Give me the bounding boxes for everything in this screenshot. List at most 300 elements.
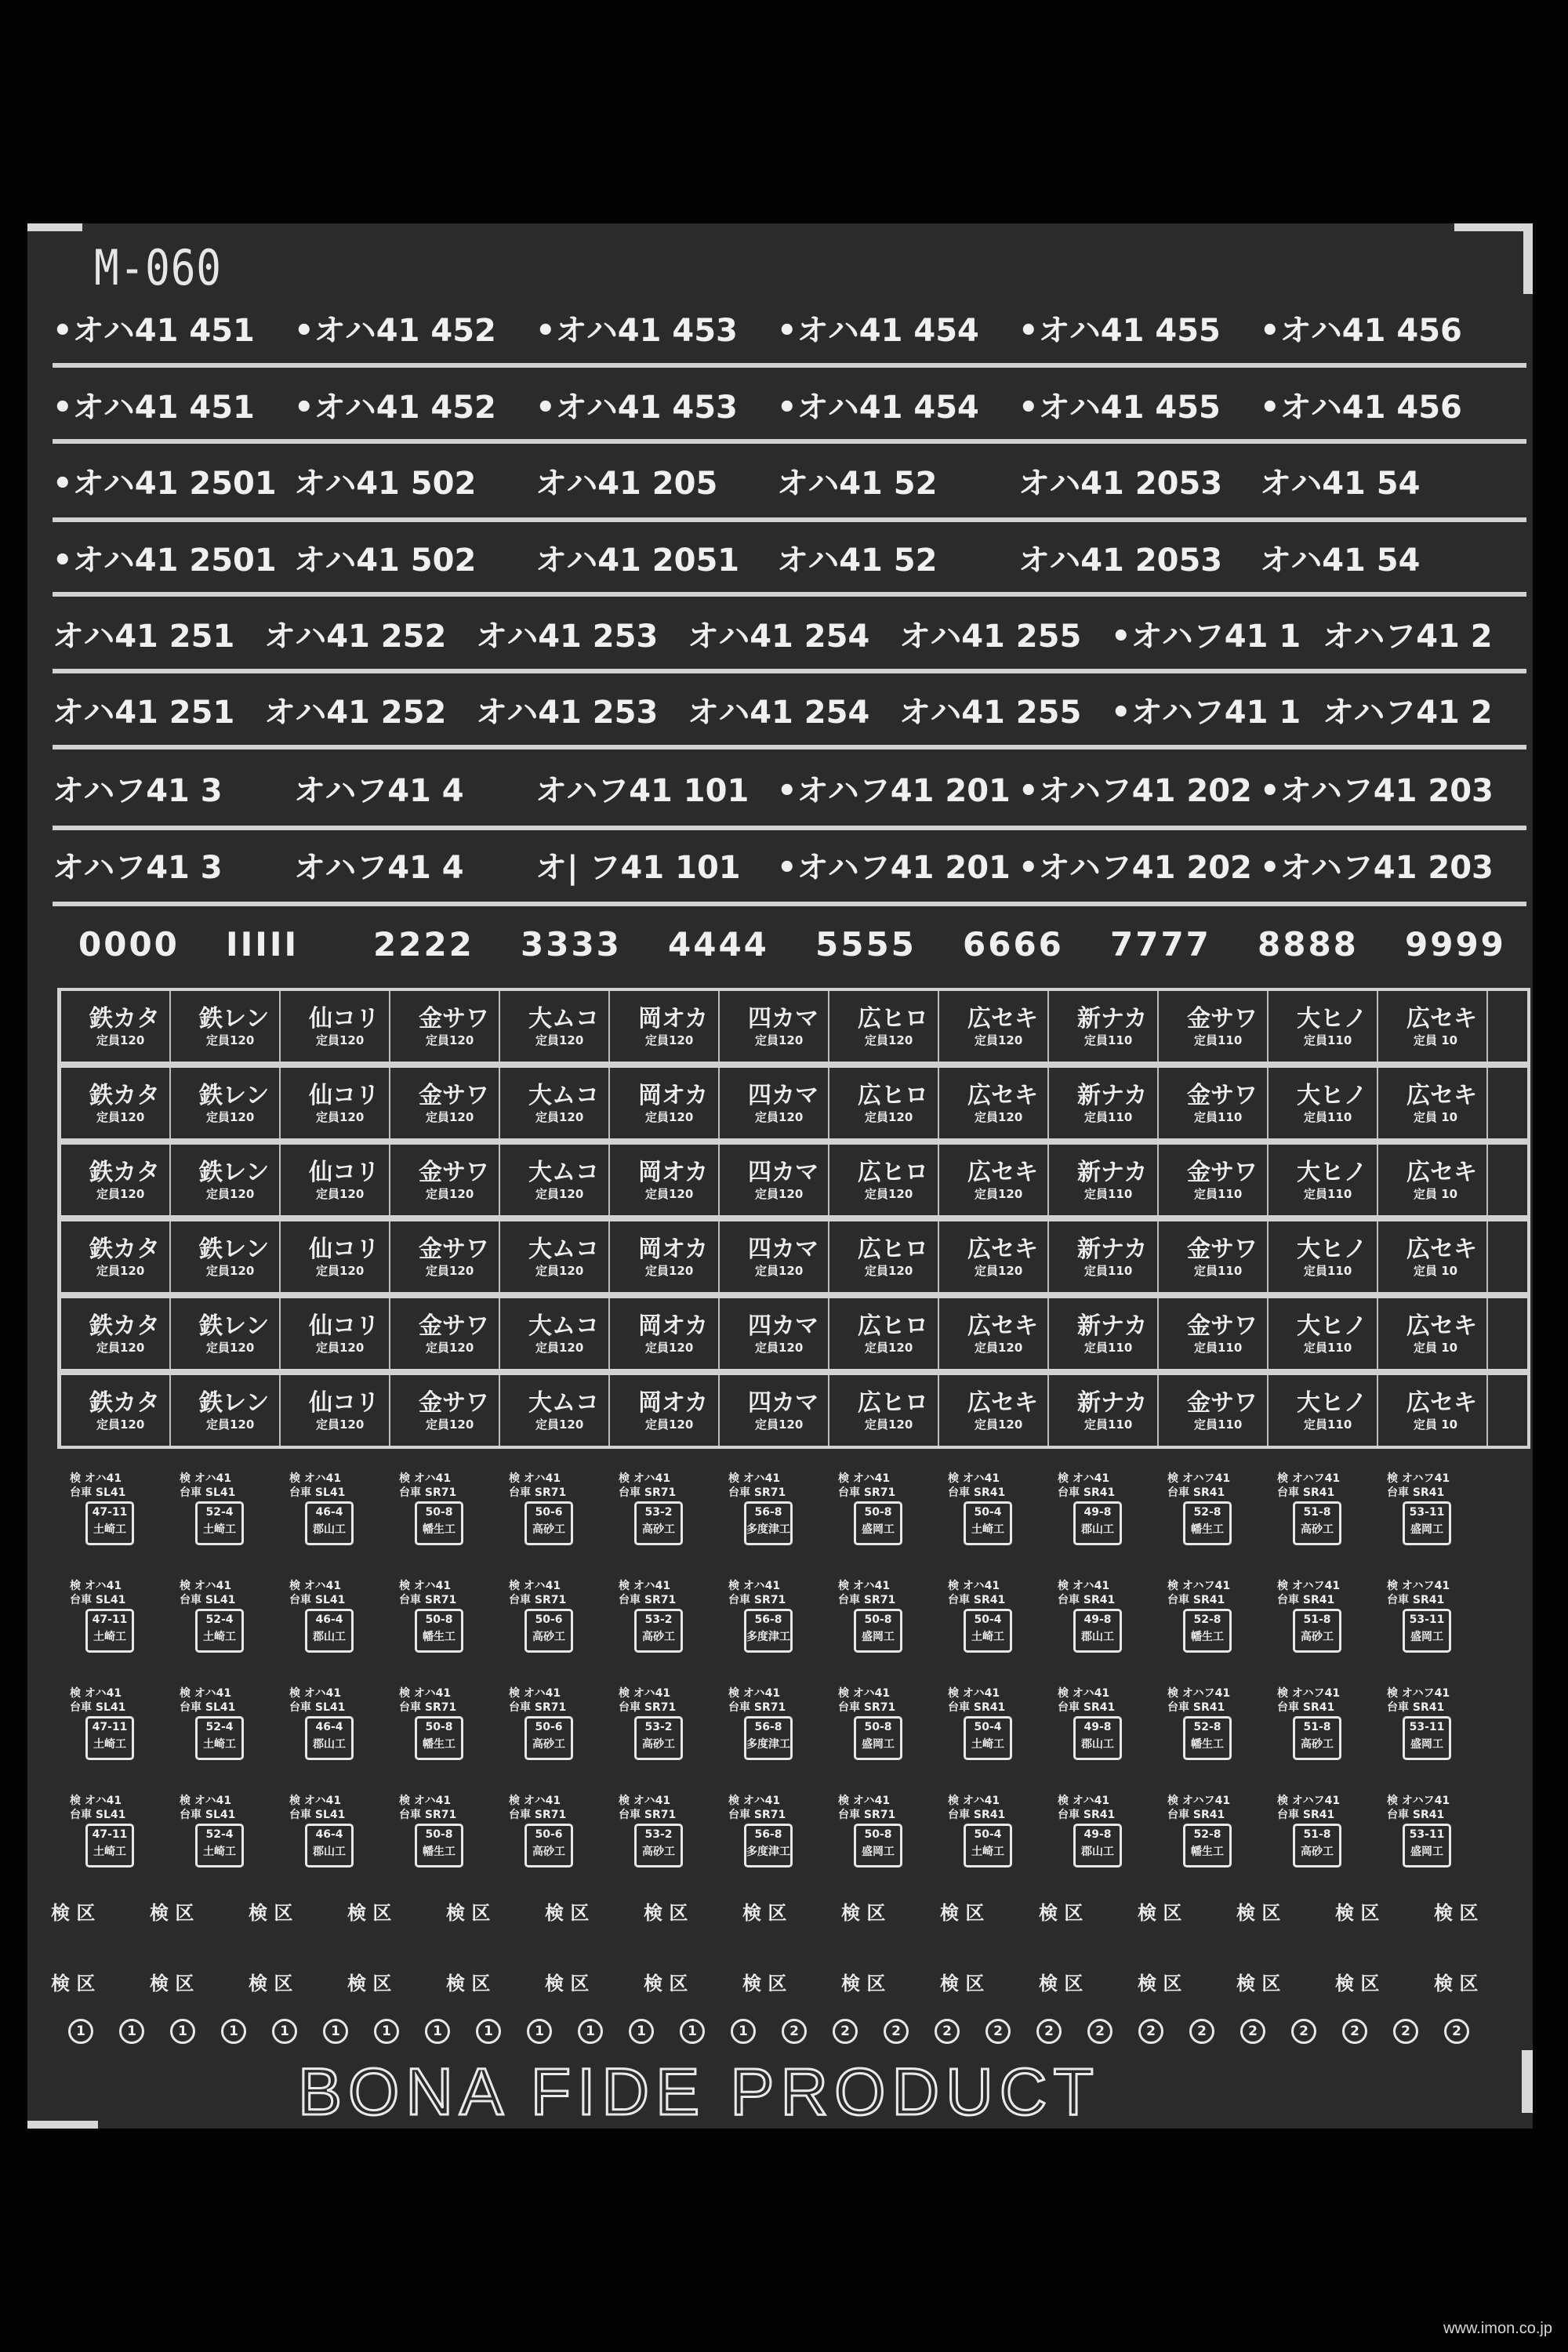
corner-mark-tr-v — [1523, 223, 1533, 294]
depot-cell — [1378, 1375, 1488, 1446]
corner-mark-tr — [1454, 223, 1533, 231]
depot-code: 大ヒノ — [1297, 1389, 1367, 1417]
plate-works: 土崎工 — [93, 1846, 126, 1858]
plate-date: 50-6 — [535, 1828, 563, 1841]
plate-date: 53-2 — [644, 1828, 673, 1841]
plate-bogie: 台車 SR41 — [1167, 1594, 1225, 1606]
plate-date: 50-8 — [864, 1506, 892, 1519]
plate-bogie: 台車 SR41 — [948, 1594, 1006, 1606]
circle-number: 1 — [731, 2019, 756, 2044]
depot-cell — [500, 1375, 610, 1446]
plate-date: 47-11 — [92, 1613, 128, 1626]
plate-frame — [1293, 1716, 1341, 1760]
depot-cell — [61, 1145, 171, 1215]
builder-plate — [943, 1792, 1022, 1878]
depot-cell — [281, 1068, 390, 1138]
depot-code: 大ムコ — [528, 1082, 599, 1109]
capacity-label: 定員120 — [755, 1033, 804, 1047]
capacity-label: 定員110 — [1304, 1417, 1352, 1432]
plate-frame — [964, 1716, 1012, 1760]
capacity-label: 定員110 — [1194, 1110, 1243, 1124]
plate-frame — [634, 1609, 683, 1653]
capacity-label: 定員 10 — [1414, 1341, 1458, 1355]
depot-cell — [1159, 1298, 1269, 1369]
plate-works: 土崎工 — [203, 1846, 236, 1858]
inspection-mark: 検 区 — [940, 1902, 985, 1924]
car-number-label: •オハ41 453 — [535, 390, 738, 426]
car-number-label: オハ41 254 — [688, 619, 870, 655]
plate-frame — [964, 1501, 1012, 1545]
capacity-label: 定員120 — [755, 1417, 804, 1432]
depot-cell — [610, 1298, 720, 1369]
plate-frame — [195, 1501, 244, 1545]
builder-plate — [65, 1470, 143, 1556]
depot-cell — [1159, 1221, 1269, 1292]
depot-code: 四カマ — [748, 1005, 818, 1033]
digit-set: 9999 — [1405, 925, 1506, 964]
builder-plate — [285, 1685, 363, 1771]
depot-cell — [939, 1298, 1049, 1369]
plate-type: 検 オハ41 — [1058, 1580, 1110, 1592]
capacity-label: 定員120 — [975, 1110, 1023, 1124]
car-number-label: オハフ41 3 — [53, 850, 223, 886]
plate-date: 52-8 — [1193, 1828, 1221, 1841]
plate-frame — [634, 1824, 683, 1867]
builder-plate — [175, 1470, 253, 1556]
number-row — [53, 383, 1526, 426]
capacity-label: 定員120 — [535, 1417, 584, 1432]
plate-type: 検 オハ41 — [619, 1795, 671, 1807]
depot-cell — [720, 991, 829, 1062]
plate-type: 検 オハ41 — [1058, 1472, 1110, 1485]
plate-date: 52-4 — [205, 1828, 234, 1841]
plate-type: 検 オハ41 — [289, 1580, 342, 1592]
car-number-label: •オハフ41 202 — [1018, 850, 1252, 886]
car-number-label: •オハ41 451 — [53, 313, 255, 349]
depot-row — [57, 988, 1530, 1065]
plate-frame — [85, 1824, 134, 1867]
builder-plate — [1163, 1577, 1241, 1664]
depot-cell — [171, 1298, 281, 1369]
car-number-label: オハ41 52 — [777, 543, 938, 579]
depot-cell — [1378, 1298, 1488, 1369]
builder-plate — [504, 1577, 583, 1664]
capacity-label: 定員120 — [316, 1417, 365, 1432]
depot-code: 鉄レン — [199, 1236, 270, 1263]
depot-code: 仙コリ — [309, 1159, 379, 1186]
plate-works: 高砂工 — [532, 1523, 565, 1536]
depot-cell — [829, 1221, 939, 1292]
depot-code: 金サワ — [419, 1005, 489, 1033]
depot-code: 広セキ — [967, 1389, 1038, 1417]
number-row — [53, 459, 1526, 502]
plate-works: 幡生工 — [1191, 1846, 1224, 1858]
plate-bogie: 台車 SR71 — [838, 1486, 896, 1499]
plate-date: 53-11 — [1409, 1506, 1445, 1519]
digit-set: 6666 — [963, 925, 1064, 964]
depot-cell — [390, 1298, 500, 1369]
depot-row — [57, 1065, 1530, 1142]
car-number-label: オハ41 252 — [264, 619, 447, 655]
plate-frame — [415, 1609, 463, 1653]
plate-bogie: 台車 SR41 — [1277, 1594, 1335, 1606]
plate-frame — [854, 1824, 902, 1867]
depot-cell — [500, 1298, 610, 1369]
plate-works: 土崎工 — [971, 1631, 1004, 1643]
capacity-label: 定員110 — [1084, 1417, 1133, 1432]
plate-works: 幡生工 — [423, 1523, 456, 1536]
plate-works: 幡生工 — [423, 1631, 456, 1643]
plate-date: 50-6 — [535, 1506, 563, 1519]
builder-plate — [1053, 1470, 1131, 1556]
plate-bogie: 台車 SR71 — [619, 1701, 677, 1714]
plate-type: 検 オハ41 — [180, 1687, 232, 1700]
depot-cell — [829, 1298, 939, 1369]
plate-type: 検 オハ41 — [509, 1687, 561, 1700]
depot-code: 岡オカ — [638, 1312, 709, 1340]
plate-bogie: 台車 SR41 — [1058, 1701, 1116, 1714]
digit-set: 4444 — [668, 925, 769, 964]
depot-code: 鉄レン — [199, 1005, 270, 1033]
plate-frame — [1183, 1824, 1232, 1867]
capacity-label: 定員120 — [96, 1264, 145, 1278]
depot-code: 広セキ — [1406, 1005, 1477, 1033]
plate-frame — [305, 1501, 354, 1545]
depot-cell — [720, 1068, 829, 1138]
depot-cell — [1269, 1375, 1378, 1446]
capacity-label: 定員120 — [206, 1033, 255, 1047]
depot-cell — [390, 1221, 500, 1292]
depot-code: 鉄カタ — [89, 1312, 160, 1340]
plate-type: 検 オハ41 — [70, 1580, 122, 1592]
corner-mark-bl — [27, 2121, 98, 2129]
number-row — [53, 843, 1526, 886]
capacity-label: 定員 10 — [1414, 1033, 1458, 1047]
capacity-label: 定員110 — [1304, 1110, 1352, 1124]
plate-date: 52-4 — [205, 1506, 234, 1519]
plate-bogie: 台車 SR41 — [1277, 1809, 1335, 1821]
builder-plate — [614, 1792, 692, 1878]
inspection-mark: 検 区 — [1236, 1902, 1281, 1924]
plate-frame — [854, 1609, 902, 1653]
plate-frame — [744, 1716, 793, 1760]
plate-bogie: 台車 SR71 — [728, 1701, 786, 1714]
capacity-label: 定員110 — [1194, 1341, 1243, 1355]
plate-works: 郡山工 — [1081, 1523, 1114, 1536]
plate-works: 高砂工 — [532, 1631, 565, 1643]
plate-frame — [305, 1824, 354, 1867]
depot-cell — [939, 991, 1049, 1062]
capacity-label: 定員120 — [865, 1264, 913, 1278]
plate-bogie: 台車 SR71 — [509, 1809, 567, 1821]
capacity-label: 定員120 — [755, 1110, 804, 1124]
depot-code: 広ヒロ — [858, 1236, 928, 1263]
depot-code: 岡オカ — [638, 1082, 709, 1109]
car-number-label: オハ41 2053 — [1018, 466, 1223, 502]
depot-code: 大ムコ — [528, 1236, 599, 1263]
depot-code: 金サワ — [419, 1389, 489, 1417]
plate-bogie: 台車 SL41 — [180, 1486, 236, 1499]
circle-number: 1 — [629, 2019, 654, 2044]
capacity-label: 定員 10 — [1414, 1417, 1458, 1432]
separator-line — [53, 902, 1526, 906]
capacity-label: 定員120 — [755, 1264, 804, 1278]
builder-plate — [1053, 1577, 1131, 1664]
capacity-label: 定員120 — [316, 1187, 365, 1201]
plate-bogie: 台車 SR71 — [399, 1809, 457, 1821]
car-number-label: オハ41 252 — [264, 695, 447, 731]
circle-number: 2 — [1189, 2019, 1214, 2044]
plate-works: 高砂工 — [1301, 1523, 1334, 1536]
car-number-label: オハ41 205 — [535, 466, 718, 502]
builder-plate — [65, 1685, 143, 1771]
plate-date: 50-8 — [425, 1828, 453, 1841]
plate-date: 52-4 — [205, 1721, 234, 1733]
car-number-label: オハ41 502 — [294, 543, 477, 579]
plate-works: 高砂工 — [1301, 1846, 1334, 1858]
plate-frame — [1073, 1716, 1122, 1760]
plate-bogie: 台車 SR41 — [1387, 1594, 1445, 1606]
depot-code: 広セキ — [1406, 1312, 1477, 1340]
digit-set: 8888 — [1258, 925, 1359, 964]
plate-date: 53-2 — [644, 1721, 673, 1733]
depot-row — [57, 1295, 1530, 1372]
capacity-label: 定員120 — [426, 1187, 474, 1201]
plate-bogie: 台車 SL41 — [180, 1809, 236, 1821]
plate-works: 盛岡工 — [862, 1631, 895, 1643]
number-row — [53, 306, 1526, 349]
plate-date: 50-4 — [974, 1828, 1002, 1841]
car-number-label: •オハフ41 1 — [1111, 619, 1301, 655]
depot-code: 広セキ — [967, 1236, 1038, 1263]
capacity-label: 定員120 — [96, 1187, 145, 1201]
car-number-label: •オハフ41 1 — [1111, 695, 1301, 731]
separator-line — [53, 439, 1526, 444]
plate-date: 51-8 — [1303, 1506, 1331, 1519]
plate-date: 47-11 — [92, 1721, 128, 1733]
plate-frame — [1183, 1609, 1232, 1653]
depot-cell — [829, 1145, 939, 1215]
plate-frame — [964, 1609, 1012, 1653]
watermark: www.imon.co.jp — [1443, 2320, 1552, 2337]
depot-code: 岡オカ — [638, 1236, 709, 1263]
plate-type: 検 オハフ41 — [1167, 1795, 1231, 1807]
plate-type: 検 オハ41 — [70, 1472, 122, 1485]
builder-plate — [1272, 1685, 1351, 1771]
depot-cell — [1378, 1068, 1488, 1138]
plate-date: 46-4 — [315, 1721, 343, 1733]
plate-type: 検 オハフ41 — [1387, 1795, 1450, 1807]
number-row — [53, 766, 1526, 809]
car-number-label: •オハフ41 201 — [777, 773, 1011, 809]
plate-date: 49-8 — [1083, 1613, 1112, 1626]
capacity-label: 定員120 — [96, 1341, 145, 1355]
car-number-label: オハフ41 101 — [535, 773, 750, 809]
capacity-label: 定員 10 — [1414, 1187, 1458, 1201]
depot-code: 金サワ — [1187, 1312, 1258, 1340]
capacity-label: 定員120 — [645, 1187, 694, 1201]
decal-sheet — [27, 223, 1533, 2129]
plate-frame — [1073, 1824, 1122, 1867]
plate-date: 50-6 — [535, 1613, 563, 1626]
plate-works: 高砂工 — [642, 1631, 675, 1643]
depot-code: 広セキ — [967, 1312, 1038, 1340]
depot-cell — [1378, 1221, 1488, 1292]
plate-bogie: 台車 SR71 — [399, 1486, 457, 1499]
inspection-mark: 検 区 — [1138, 1973, 1182, 1994]
plate-bogie: 台車 SL41 — [70, 1701, 126, 1714]
car-number-label: •オハ41 2501 — [53, 543, 277, 579]
capacity-label: 定員 10 — [1414, 1264, 1458, 1278]
plate-frame — [1183, 1501, 1232, 1545]
plate-works: 高砂工 — [1301, 1631, 1334, 1643]
plate-type: 検 オハ41 — [619, 1580, 671, 1592]
depot-row — [57, 1142, 1530, 1218]
depot-code: 鉄レン — [199, 1389, 270, 1417]
inspection-mark: 検 区 — [446, 1973, 491, 1994]
builder-plate — [394, 1685, 473, 1771]
capacity-label: 定員120 — [645, 1033, 694, 1047]
builder-plate — [724, 1470, 802, 1556]
plate-date: 50-8 — [864, 1721, 892, 1733]
depot-code: 金サワ — [1187, 1082, 1258, 1109]
car-number-label: オハ41 502 — [294, 466, 477, 502]
plate-works: 高砂工 — [642, 1846, 675, 1858]
builder-plate — [175, 1577, 253, 1664]
depot-cell — [1378, 1145, 1488, 1215]
builder-plate — [394, 1470, 473, 1556]
plate-works: 幡生工 — [423, 1846, 456, 1858]
plate-frame — [744, 1609, 793, 1653]
plate-frame — [195, 1716, 244, 1760]
car-number-label: オハ41 54 — [1260, 543, 1421, 579]
capacity-label: 定員120 — [535, 1033, 584, 1047]
plate-frame — [744, 1824, 793, 1867]
plate-type: 検 オハフ41 — [1387, 1472, 1450, 1485]
plate-type: 検 オハ41 — [728, 1687, 781, 1700]
depot-cell — [610, 991, 720, 1062]
plate-bogie: 台車 SR41 — [1387, 1701, 1445, 1714]
car-number-label: オハ41 255 — [899, 695, 1082, 731]
depot-code: 四カマ — [748, 1082, 818, 1109]
plate-type: 検 オハ41 — [1058, 1687, 1110, 1700]
depot-code: 広セキ — [967, 1082, 1038, 1109]
capacity-label: 定員110 — [1194, 1264, 1243, 1278]
capacity-label: 定員120 — [426, 1341, 474, 1355]
plate-bogie: 台車 SL41 — [70, 1809, 126, 1821]
plate-works: 土崎工 — [203, 1631, 236, 1643]
depot-code: 金サワ — [1187, 1389, 1258, 1417]
plate-bogie: 台車 SR41 — [948, 1809, 1006, 1821]
capacity-label: 定員120 — [975, 1187, 1023, 1201]
capacity-label: 定員120 — [865, 1417, 913, 1432]
depot-cell — [1269, 1068, 1378, 1138]
depot-cell — [1159, 1145, 1269, 1215]
plate-frame — [854, 1716, 902, 1760]
depot-code: 広ヒロ — [858, 1312, 928, 1340]
plate-frame — [634, 1716, 683, 1760]
inspection-mark: 検 区 — [150, 1973, 194, 1994]
plate-works: 高砂工 — [532, 1738, 565, 1751]
digit-set: 3333 — [521, 925, 622, 964]
capacity-label: 定員120 — [426, 1110, 474, 1124]
plate-bogie: 台車 SR71 — [619, 1486, 677, 1499]
plate-date: 51-8 — [1303, 1613, 1331, 1626]
plate-date: 56-8 — [754, 1506, 782, 1519]
circle-number: 1 — [425, 2019, 450, 2044]
depot-cell — [281, 1375, 390, 1446]
depot-code: 新ナカ — [1077, 1159, 1148, 1186]
capacity-label: 定員120 — [645, 1417, 694, 1432]
depot-cell — [720, 1145, 829, 1215]
plate-frame — [195, 1609, 244, 1653]
plate-works: 土崎工 — [93, 1631, 126, 1643]
plate-bogie: 台車 SR71 — [728, 1809, 786, 1821]
depot-code: 鉄カタ — [89, 1082, 160, 1109]
plate-type: 検 オハ41 — [180, 1580, 232, 1592]
circle-number: 2 — [1342, 2019, 1367, 2044]
plate-date: 50-4 — [974, 1506, 1002, 1519]
capacity-label: 定員110 — [1304, 1033, 1352, 1047]
capacity-label: 定員120 — [975, 1341, 1023, 1355]
plate-date: 49-8 — [1083, 1828, 1112, 1841]
plate-works: 高砂工 — [1301, 1738, 1334, 1751]
plate-date: 53-11 — [1409, 1828, 1445, 1841]
circle-number: 1 — [68, 2019, 93, 2044]
plate-works: 高砂工 — [642, 1523, 675, 1536]
separator-line — [53, 363, 1526, 368]
builder-plate — [285, 1577, 363, 1664]
plate-date: 49-8 — [1083, 1506, 1112, 1519]
depot-code: 鉄カタ — [89, 1236, 160, 1263]
car-number-label: オハフ41 2 — [1323, 695, 1493, 731]
plate-type: 検 オハ41 — [948, 1580, 1000, 1592]
depot-cell — [1049, 1145, 1159, 1215]
circle-number: 1 — [221, 2019, 246, 2044]
plate-works: 土崎工 — [93, 1738, 126, 1751]
plate-bogie: 台車 SR41 — [948, 1701, 1006, 1714]
plate-type: 検 オハ41 — [70, 1795, 122, 1807]
depot-code: 鉄レン — [199, 1159, 270, 1186]
depot-code: 新ナカ — [1077, 1312, 1148, 1340]
plate-works: 幡生工 — [1191, 1523, 1224, 1536]
capacity-label: 定員120 — [755, 1187, 804, 1201]
inspection-mark: 検 区 — [1039, 1973, 1083, 1994]
circle-number: 2 — [1036, 2019, 1062, 2044]
capacity-label: 定員120 — [206, 1417, 255, 1432]
plate-date: 46-4 — [315, 1613, 343, 1626]
builder-plate — [1163, 1792, 1241, 1878]
car-number-label: オハフ41 2 — [1323, 619, 1493, 655]
plate-bogie: 台車 SR71 — [619, 1594, 677, 1606]
capacity-label: 定員110 — [1084, 1033, 1133, 1047]
digit-set: 5555 — [815, 925, 916, 964]
depot-cell — [1049, 991, 1159, 1062]
depot-code: 新ナカ — [1077, 1005, 1148, 1033]
capacity-label: 定員120 — [535, 1264, 584, 1278]
plate-works: 土崎工 — [971, 1523, 1004, 1536]
plate-type: 検 オハ41 — [728, 1580, 781, 1592]
capacity-label: 定員120 — [316, 1110, 365, 1124]
depot-code: 金サワ — [1187, 1005, 1258, 1033]
circle-number: 1 — [323, 2019, 348, 2044]
plate-type: 検 オハ41 — [399, 1687, 452, 1700]
plate-date: 49-8 — [1083, 1721, 1112, 1733]
depot-code: 大ヒノ — [1297, 1312, 1367, 1340]
plate-bogie: 台車 SR41 — [1058, 1486, 1116, 1499]
plate-frame — [305, 1609, 354, 1653]
circle-number: 1 — [527, 2019, 552, 2044]
